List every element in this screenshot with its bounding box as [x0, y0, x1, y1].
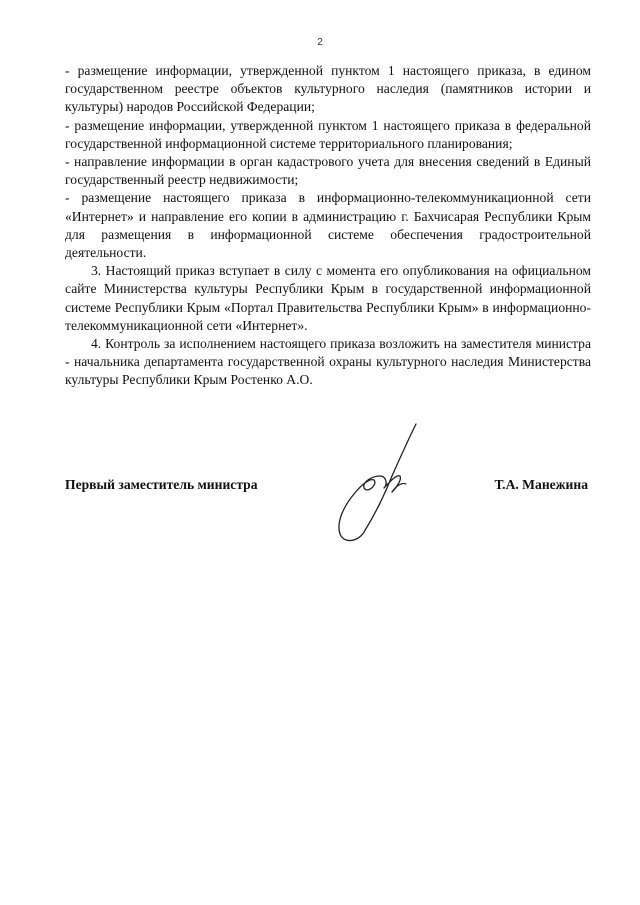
handwritten-signature — [330, 418, 430, 546]
paragraph-cadastre: - направление информации в орган кадастрового учета для внесения сведений в Единый государственный реестр недвижимости; — [65, 154, 591, 188]
document-body — [65, 62, 591, 390]
signatory-position: Первый заместитель министра — [65, 477, 258, 492]
paragraph-internet-publication: - размещение настоящего приказа в информационно-телекоммуникационной сети «Интернет» и направление его копии в администрацию г. Бахчисарая Республики Крым для размещения в информационной системе обеспечения градостроительной деятельности. — [65, 190, 591, 261]
paragraph-fgis-tp: - размещение информации, утвержденной пунктом 1 настоящего приказа в федеральной государственной информационной системе территориального планирования; — [65, 117, 591, 151]
paragraph-item-3-effective: 3. Настоящий приказ вступает в силу с момента его опубликования на официальном сайте Министерства культуры Республики Крым в государственной информационной системе Республики Крым «Портал Правительства Республики Крым» в информационно-телекоммуникационной сети «Интернет». — [65, 263, 591, 333]
page-number: 2 — [317, 37, 323, 48]
signatory-name: Т.А. Манежина — [494, 477, 588, 492]
paragraph-egrokn: - размещение информации, утвержденной пунктом 1 настоящего приказа, в едином государственном реестре объектов культурного наследия (памятников истории и культуры) народов Российской Федерации; — [65, 63, 591, 115]
paragraph-item-4-control: 4. Контроль за исполнением настоящего приказа возложить на заместителя министра - начальника департамента государственной охраны культурного наследия Министерства культуры Республики Крым Ростенко А.О. — [65, 336, 591, 388]
